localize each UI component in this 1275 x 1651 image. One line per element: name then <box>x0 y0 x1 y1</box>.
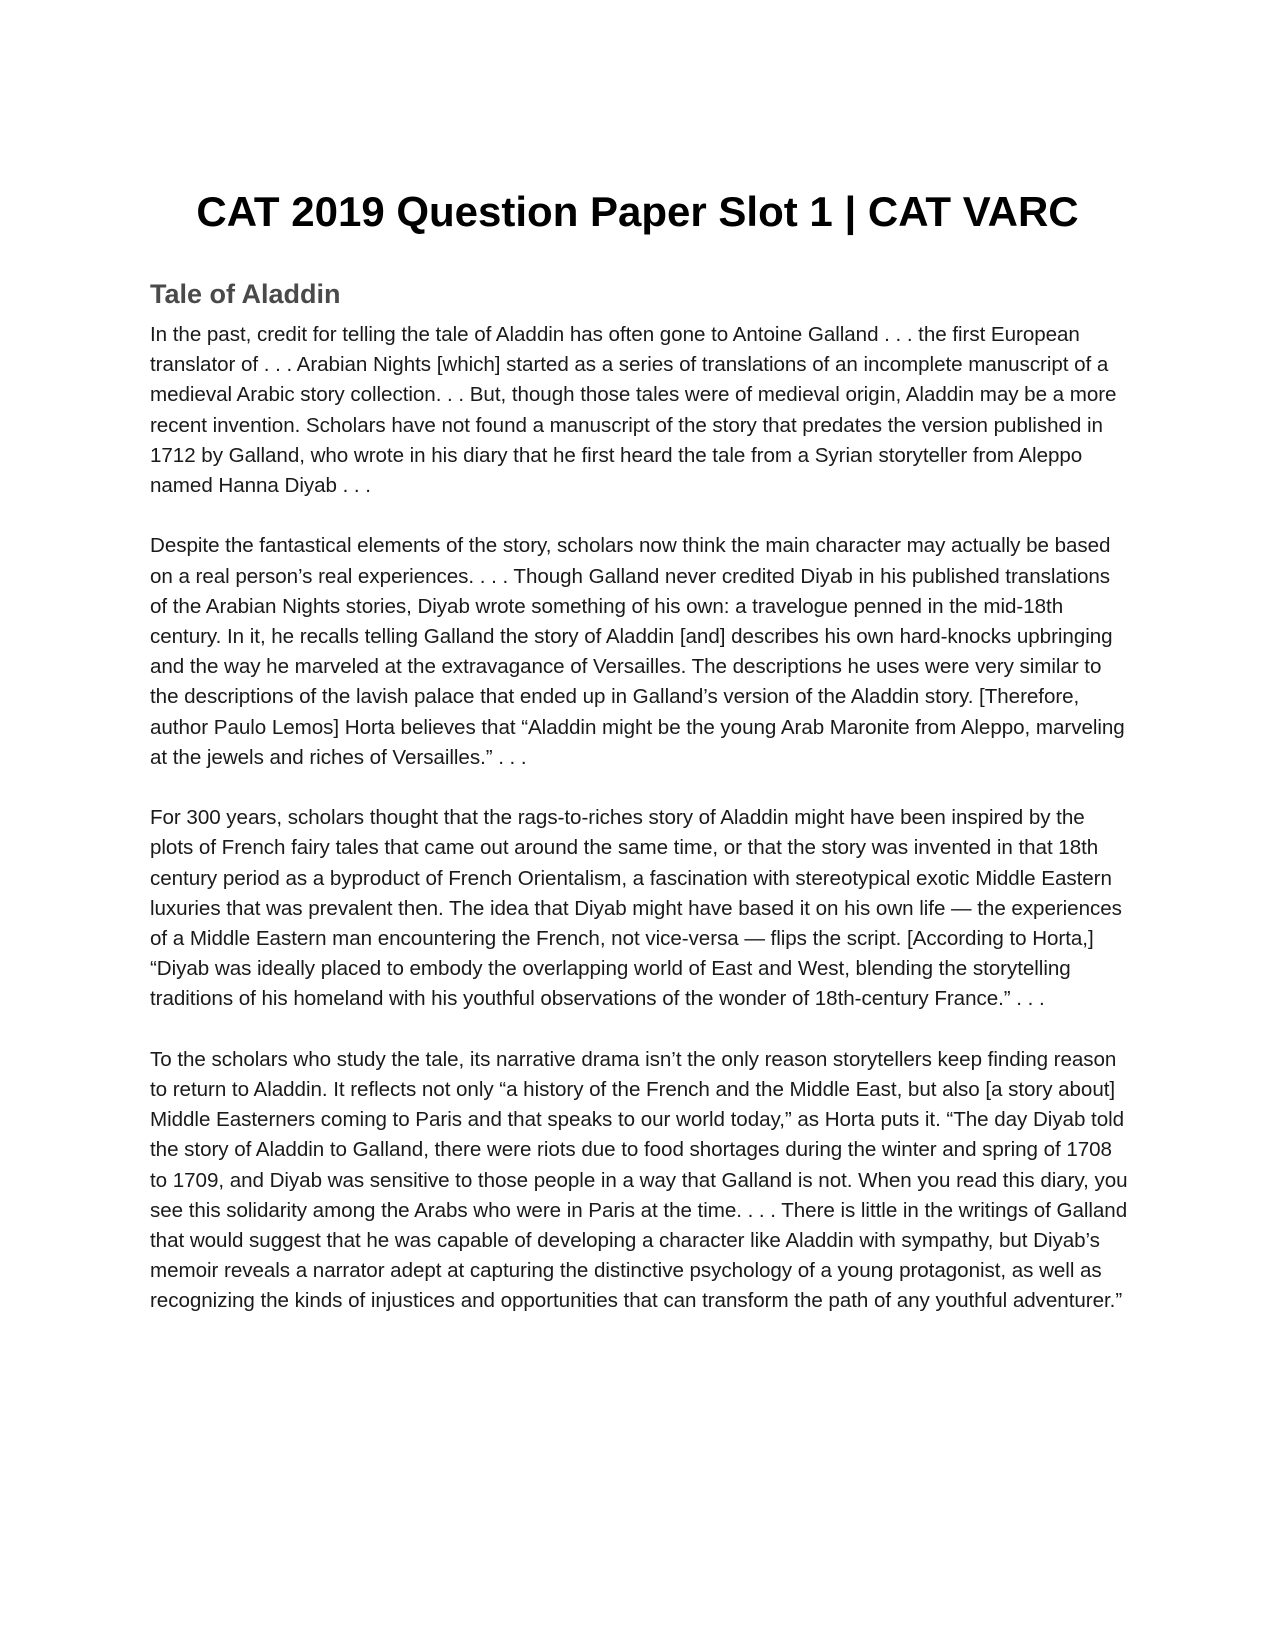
paragraph-4: To the scholars who study the tale, its narrative drama isn’t the only reason storytellers keep finding reason to return to Aladdin. It reflects not only “a history of the French and the Middle East, but also [a story about] Middle Easterners coming to Paris and that speaks to our world today,” as Horta puts it. “The day Diyab told the story of Aladdin to Galland, there were riots due to food shortages during the winter and spring of 1708 to 1709, and Diyab was sensitive to those people in a way that Galland is not. When you read this diary, you see this solidarity among the Arabs who were in Paris at the time. . . . There is little in the writings of Galland that would suggest that he was capable of developing a character like Aladdin with sympathy, but Diyab’s memoir reveals a narrator adept at capturing the distinctive psychology of a young protagonist, as well as recognizing the kinds of injustices and opportunities that can transform the path of any youthful adventurer.” <box>150 1047 1128 1313</box>
document-body <box>150 276 1130 1347</box>
page-title: CAT 2019 Question Paper Slot 1 | CAT VARC <box>196 188 1079 235</box>
section-heading: Tale of Aladdin <box>150 279 341 309</box>
paragraph-3: For 300 years, scholars thought that the rags-to-riches story of Aladdin might have been inspired by the plots of French fairy tales that came out around the same time, or that the story was invented in that 18th century period as a byproduct of French Orientalism, a fascination with stereotypical exotic Middle Eastern luxuries that was prevalent then. The idea that Diyab might have based it on his own life — the experiences of a Middle Eastern man encountering the French, not vice-versa — flips the script. [According to Horta,] “Diyab was ideally placed to embody the overlapping world of East and West, blending the storytelling traditions of his homeland with his youthful observations of the wonder of 18th-century France.” . . . <box>150 806 1122 1011</box>
paragraph-1: In the past, credit for telling the tale of Aladdin has often gone to Antoine Galland . . . the first European translator of . . . Arabian Nights [which] started as a series of translations of an incomplete manuscript of a medieval Arabic story collection. . . But, though those tales were of medieval origin, Aladdin may be a more recent invention. Scholars have not found a manuscript of the story that predates the version published in 1712 by Galland, who wrote in his diary that he first heard the tale from a Syrian storyteller from Aleppo named Hanna Diyab . . . <box>150 323 1117 498</box>
paragraph-2: Despite the fantastical elements of the story, scholars now think the main character may actually be based on a real person’s real experiences. . . . Though Galland never credited Diyab in his published translations of the Arabian Nights stories, Diyab wrote something of his own: a travelogue penned in the mid-18th century. In it, he recalls telling Galland the story of Aladdin [and] describes his own hard-knocks upbringing and the way he marveled at the extravagance of Versailles. The descriptions he uses were very similar to the descriptions of the lavish palace that ended up in Galland’s version of the Aladdin story. [Therefore, author Paulo Lemos] Horta believes that “Aladdin might be the young Arab Maronite from Aleppo, marveling at the jewels and riches of Versailles.” . . . <box>150 534 1125 769</box>
